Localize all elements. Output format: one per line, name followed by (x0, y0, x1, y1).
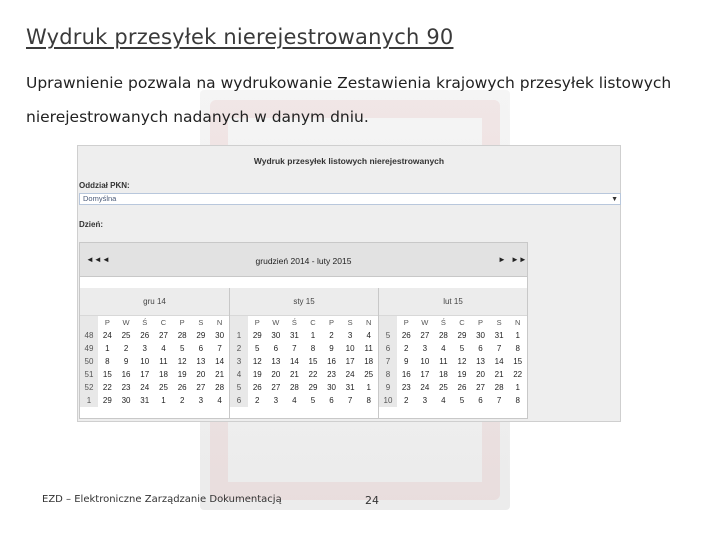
calendar-day[interactable]: 16 (121, 370, 131, 379)
calendar-day[interactable]: 28 (177, 331, 187, 340)
calendar-day[interactable]: 2 (123, 344, 129, 353)
first-page-button[interactable]: ◄◄ (86, 255, 102, 264)
week-row (80, 368, 229, 381)
calendar-day[interactable]: 25 (121, 331, 131, 340)
calendar-day[interactable]: 23 (121, 383, 131, 392)
weekday-header: S (198, 318, 204, 327)
week-number: 6 (379, 342, 397, 355)
month-header: sty 15 (230, 288, 378, 316)
week-row (80, 381, 229, 394)
oddzial-select-value: Domyślna (83, 194, 117, 203)
calendar-day[interactable]: 11 (439, 357, 448, 366)
calendar-day[interactable]: 27 (476, 383, 485, 392)
calendar-day[interactable]: 26 (140, 331, 150, 340)
month-grid (230, 316, 378, 407)
month-grid (80, 316, 229, 407)
calendar-day[interactable]: 2 (404, 396, 409, 405)
dzien-label: Dzień: (79, 220, 103, 229)
calendar-month (80, 288, 229, 418)
calendar-day[interactable]: 22 (513, 370, 523, 379)
calendar-day[interactable]: 3 (198, 396, 204, 405)
prev-month-button[interactable]: ◄ (102, 255, 110, 264)
calendar-day[interactable]: 18 (364, 357, 374, 366)
week-column-header (80, 316, 98, 329)
week-number: 7 (379, 355, 397, 368)
weekday-header: S (347, 318, 353, 327)
last-page-button[interactable]: ►► (511, 255, 527, 264)
calendar-day[interactable]: 7 (292, 344, 297, 353)
week-number: 52 (80, 381, 98, 394)
calendar-day[interactable]: 16 (327, 357, 336, 366)
week-number: 5 (230, 381, 248, 394)
calendar-day[interactable]: 1 (105, 344, 110, 353)
week-row (379, 368, 527, 381)
calendar-day[interactable]: 28 (494, 383, 504, 392)
oddzial-select[interactable] (79, 193, 621, 205)
calendar-day[interactable]: 15 (308, 357, 318, 366)
week-row (379, 381, 527, 394)
week-row (230, 355, 378, 368)
month-grid (379, 316, 527, 407)
weekday-header: P (403, 318, 409, 327)
week-number: 3 (230, 355, 248, 368)
calendar-day[interactable]: 11 (159, 357, 168, 366)
calendar-day[interactable]: 2 (404, 344, 409, 353)
calendar-day[interactable]: 9 (404, 357, 409, 366)
calendar-day[interactable]: 19 (252, 370, 262, 379)
calendar-day[interactable]: 3 (422, 396, 428, 405)
date-calendar (79, 242, 528, 419)
calendar-day[interactable]: 8 (105, 357, 110, 366)
calendar-day[interactable]: 29 (252, 331, 262, 340)
calendar-day[interactable]: 15 (102, 370, 112, 379)
calendar-day[interactable]: 17 (420, 370, 430, 379)
calendar-day[interactable]: 26 (252, 383, 262, 392)
calendar-day[interactable]: 6 (478, 396, 483, 405)
calendar-day[interactable]: 5 (459, 344, 465, 353)
calendar-day[interactable]: 2 (179, 396, 185, 405)
calendar-day[interactable]: 1 (515, 383, 520, 392)
calendar-day[interactable]: 4 (292, 396, 297, 405)
weekday-header: P (329, 318, 335, 327)
calendar-day[interactable]: 28 (215, 383, 225, 392)
week-number: 4 (230, 368, 248, 381)
week-number: 9 (379, 381, 397, 394)
weekday-header: W (421, 318, 429, 327)
weekday-header: Ś (142, 318, 148, 327)
week-number: 50 (80, 355, 98, 368)
calendar-day[interactable]: 21 (494, 370, 504, 379)
calendar-day[interactable]: 30 (271, 331, 281, 340)
calendar-day[interactable]: 10 (420, 357, 430, 366)
calendar-day[interactable]: 18 (438, 370, 448, 379)
calendar-day[interactable]: 26 (457, 383, 467, 392)
calendar-day[interactable]: 29 (102, 396, 112, 405)
calendar-day[interactable]: 6 (329, 396, 334, 405)
week-row (230, 394, 378, 407)
calendar-day[interactable]: 13 (476, 357, 485, 366)
calendar-day[interactable]: 8 (515, 344, 520, 353)
week-row (230, 381, 378, 394)
calendar-day[interactable]: 12 (457, 357, 467, 366)
calendar-day[interactable]: 20 (196, 370, 206, 379)
calendar-day[interactable]: 19 (177, 370, 187, 379)
calendar-day[interactable]: 24 (102, 331, 112, 340)
weekday-header: W (122, 318, 130, 327)
calendar-day[interactable]: 29 (196, 331, 206, 340)
month-header: gru 14 (80, 288, 229, 316)
calendar-day[interactable]: 20 (476, 370, 485, 379)
weekday-header: Ś (440, 318, 446, 327)
week-row (230, 368, 378, 381)
calendar-day[interactable]: 31 (289, 331, 299, 340)
calendar-day[interactable]: 15 (513, 357, 523, 366)
calendar-day[interactable]: 14 (494, 357, 504, 366)
week-number: 48 (80, 329, 98, 342)
weekday-header: P (478, 318, 484, 327)
week-number: 51 (80, 368, 98, 381)
calendar-day[interactable]: 7 (496, 396, 502, 405)
week-row (230, 342, 378, 355)
calendar-day[interactable]: 13 (271, 357, 281, 366)
calendar-day[interactable]: 31 (345, 383, 355, 392)
weekday-header: C (160, 318, 167, 327)
week-row (80, 342, 229, 355)
calendar-day[interactable]: 18 (159, 370, 168, 379)
calendar-day[interactable]: 16 (401, 370, 411, 379)
calendar-day[interactable]: 7 (496, 344, 502, 353)
page-number: 24 (365, 494, 379, 507)
week-row (80, 355, 229, 368)
week-column-header (379, 316, 397, 329)
calendar-day[interactable]: 29 (457, 331, 467, 340)
weekday-header: Ś (291, 318, 297, 327)
calendar-day[interactable]: 17 (345, 357, 355, 366)
calendar-day[interactable]: 29 (308, 383, 318, 392)
calendar-day[interactable]: 5 (310, 396, 316, 405)
calendar-day[interactable]: 30 (327, 383, 336, 392)
calendar-day[interactable]: 30 (215, 331, 225, 340)
calendar-month (229, 288, 378, 418)
calendar-day[interactable]: 22 (102, 383, 112, 392)
next-month-button[interactable]: ► (498, 255, 506, 264)
print-panel (77, 145, 621, 422)
calendar-day[interactable]: 3 (422, 344, 428, 353)
calendar-day[interactable]: 25 (159, 383, 168, 392)
week-row (379, 355, 527, 368)
calendar-day[interactable]: 25 (364, 370, 374, 379)
week-row (80, 394, 229, 407)
week-row (230, 329, 378, 342)
calendar-day[interactable]: 27 (271, 383, 281, 392)
week-row (379, 342, 527, 355)
calendar-day[interactable]: 11 (364, 344, 373, 353)
calendar-day[interactable]: 13 (196, 357, 206, 366)
calendar-day[interactable]: 10 (345, 344, 355, 353)
calendar-day[interactable]: 3 (273, 396, 279, 405)
calendar-day[interactable]: 4 (366, 331, 371, 340)
calendar-day[interactable]: 28 (438, 331, 448, 340)
week-number: 1 (230, 329, 248, 342)
calendar-day[interactable]: 2 (329, 331, 334, 340)
weekday-header: P (179, 318, 185, 327)
weekday-header: S (496, 318, 502, 327)
calendar-day[interactable]: 4 (441, 396, 446, 405)
calendar-day[interactable]: 25 (438, 383, 448, 392)
calendar-day[interactable]: 6 (478, 344, 483, 353)
week-row (80, 329, 229, 342)
oddzial-label: Oddział PKN: (79, 181, 130, 190)
calendar-day[interactable]: 5 (179, 344, 185, 353)
weekday-header: N (514, 318, 521, 327)
calendar-day[interactable]: 9 (123, 357, 129, 366)
slide-description: Uprawnienie pozwala na wydrukowanie Zestawienia krajowych przesyłek listowych nierejestrowanych nadanych w danym dniu. (26, 74, 672, 126)
calendar-day[interactable]: 21 (289, 370, 299, 379)
weekday-header: P (254, 318, 260, 327)
calendar-day[interactable]: 4 (161, 344, 166, 353)
calendar-day[interactable]: 20 (271, 370, 281, 379)
week-number: 8 (379, 368, 397, 381)
slide-title: Wydruk przesyłek nierejestrowanych 90 (26, 25, 454, 49)
calendar-day[interactable]: 7 (347, 396, 353, 405)
calendar-day[interactable]: 14 (215, 357, 225, 366)
calendar-day[interactable]: 26 (177, 383, 187, 392)
calendar-day[interactable]: 30 (121, 396, 131, 405)
weekday-header: C (310, 318, 316, 327)
calendar-day[interactable]: 8 (366, 396, 371, 405)
calendar-day[interactable]: 1 (310, 331, 316, 340)
calendar-day[interactable]: 31 (494, 331, 504, 340)
calendar-day[interactable]: 27 (159, 331, 168, 340)
calendar-day[interactable]: 8 (515, 396, 520, 405)
calendar-day[interactable]: 23 (401, 383, 411, 392)
weekday-header: W (272, 318, 280, 327)
calendar-day[interactable]: 4 (217, 396, 222, 405)
calendar-day[interactable]: 24 (345, 370, 355, 379)
week-number: 2 (230, 342, 248, 355)
calendar-day[interactable]: 21 (215, 370, 225, 379)
calendar-day[interactable]: 26 (401, 331, 411, 340)
calendar-day[interactable]: 24 (420, 383, 430, 392)
calendar-day[interactable]: 7 (217, 344, 222, 353)
calendar-day[interactable]: 27 (420, 331, 430, 340)
week-number: 1 (80, 394, 98, 407)
calendar-nav (80, 243, 527, 277)
calendar-day[interactable]: 27 (196, 383, 206, 392)
calendar-day[interactable]: 9 (329, 344, 334, 353)
calendar-day[interactable]: 28 (289, 383, 299, 392)
calendar-day[interactable]: 1 (515, 331, 520, 340)
calendar-day[interactable]: 12 (177, 357, 187, 366)
calendar-day[interactable]: 23 (327, 370, 336, 379)
calendar-day[interactable]: 30 (476, 331, 485, 340)
dropdown-arrow-icon[interactable]: ▼ (611, 196, 618, 203)
calendar-day[interactable]: 12 (252, 357, 262, 366)
calendar-day[interactable]: 4 (441, 344, 446, 353)
calendar-day[interactable]: 10 (140, 357, 150, 366)
panel-title: Wydruk przesyłek listowych nierejestrowanych (253, 156, 445, 166)
calendar-day[interactable]: 31 (140, 396, 150, 405)
calendar-day[interactable]: 24 (140, 383, 150, 392)
calendar-day[interactable]: 1 (161, 396, 166, 405)
calendar-day[interactable]: 17 (140, 370, 150, 379)
week-row (379, 394, 527, 407)
calendar-day[interactable]: 6 (198, 344, 204, 353)
calendar-day[interactable]: 2 (255, 396, 260, 405)
calendar-range-title[interactable]: grudzień 2014 - luty 2015 (255, 256, 352, 266)
weekday-header: C (459, 318, 465, 327)
calendar-day[interactable]: 5 (459, 396, 465, 405)
weekday-header: P (104, 318, 110, 327)
calendar-day[interactable]: 22 (308, 370, 318, 379)
month-header: lut 15 (379, 288, 527, 316)
calendar-day[interactable]: 1 (366, 383, 371, 392)
week-column-header (230, 316, 248, 329)
calendar-day[interactable]: 3 (142, 344, 147, 353)
calendar-month (378, 288, 527, 418)
week-number: 10 (379, 394, 397, 407)
weekday-header: N (365, 318, 372, 327)
week-number: 6 (230, 394, 248, 407)
calendar-day[interactable]: 14 (289, 357, 299, 366)
calendar-day[interactable]: 6 (273, 344, 279, 353)
footer-text: EZD – Elektroniczne Zarządzanie Dokumentacją (42, 494, 282, 505)
calendar-day[interactable]: 8 (310, 344, 316, 353)
weekday-header: N (216, 318, 223, 327)
calendar-day[interactable]: 5 (255, 344, 260, 353)
week-number: 5 (379, 329, 397, 342)
week-number: 49 (80, 342, 98, 355)
calendar-day[interactable]: 19 (457, 370, 467, 379)
calendar-day[interactable]: 3 (347, 331, 353, 340)
week-row (379, 329, 527, 342)
